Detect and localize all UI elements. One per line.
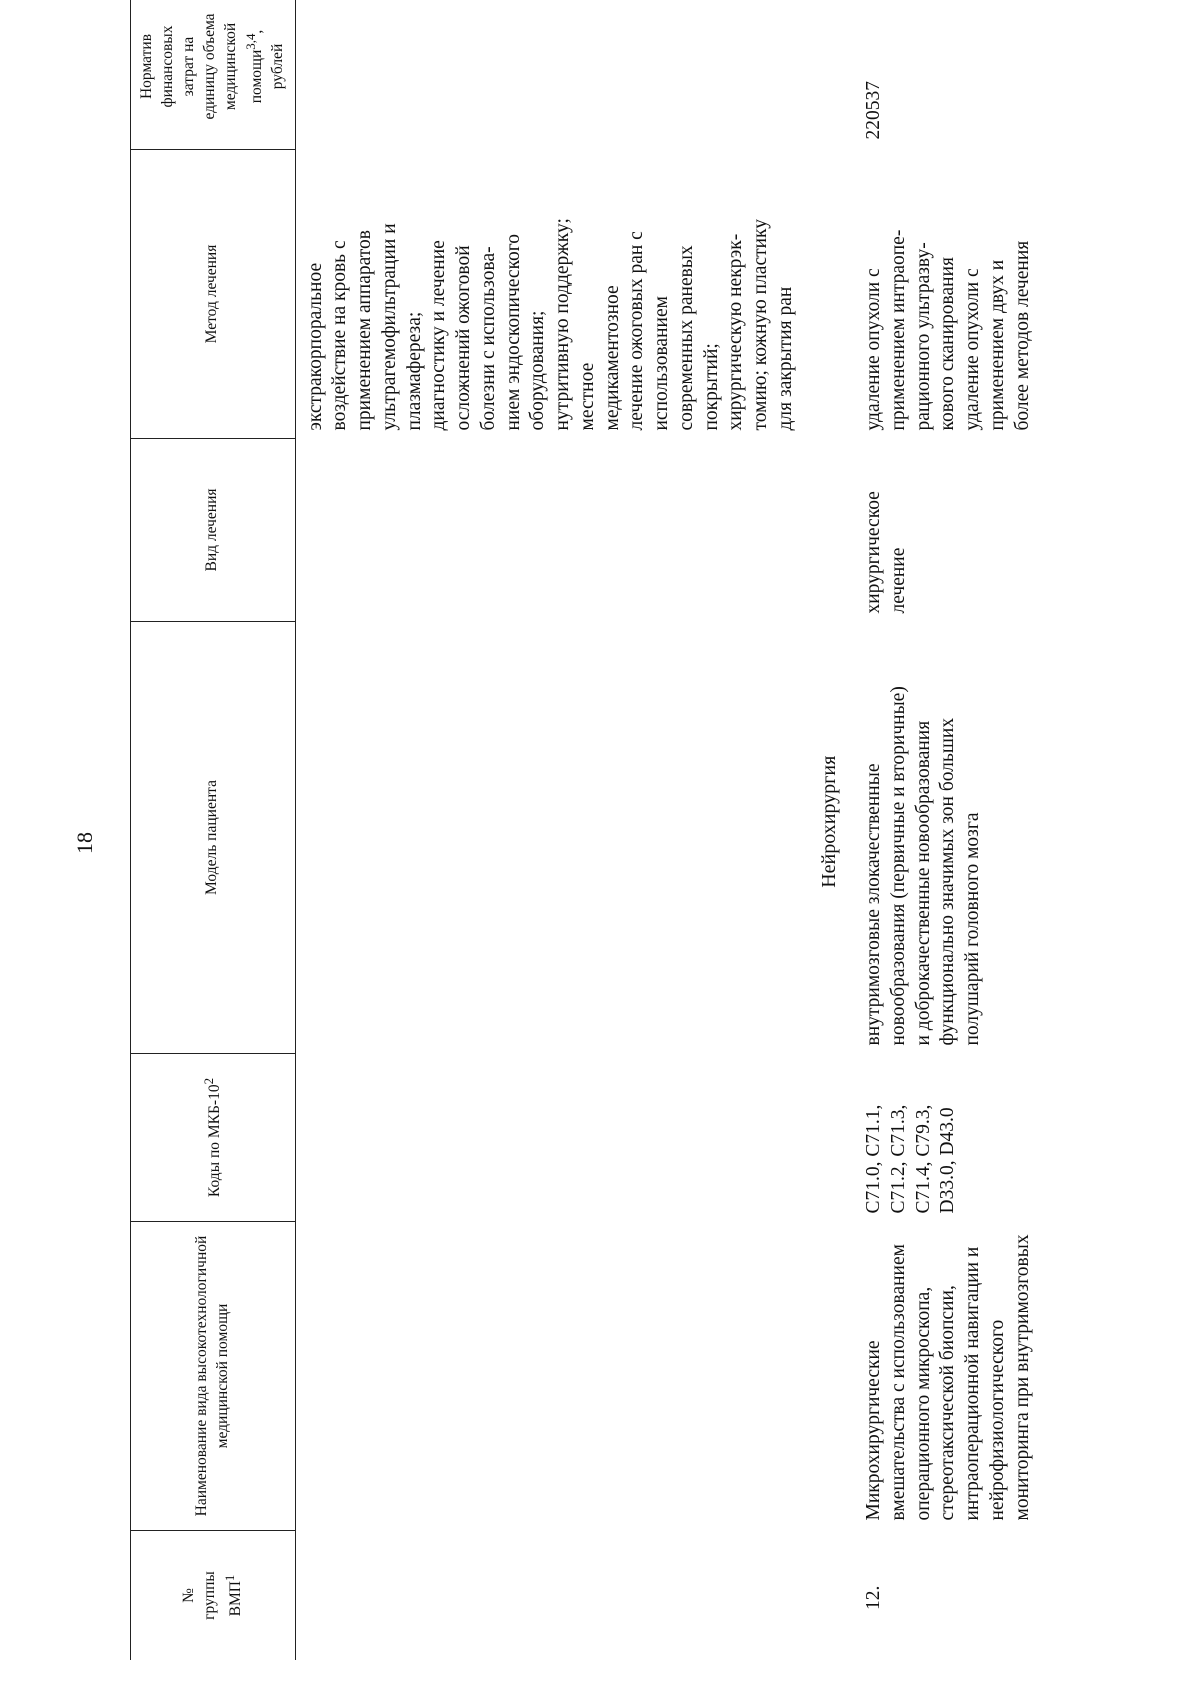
- continued-method-cell: [295, 150, 803, 439]
- text-line: нутритивную поддержку;: [552, 218, 574, 431]
- text-line: и доброкачественные новообразования: [912, 720, 934, 1046]
- text-line: применением двух и: [986, 259, 1008, 431]
- text-line: интраоперационной навигации и: [962, 1246, 983, 1521]
- text-line: C71.2, C71.3,: [887, 1104, 909, 1214]
- table-row: [856, 0, 1039, 1660]
- text-line: кового сканирования: [937, 256, 959, 431]
- header-cost-norm: Норматив финансовых затрат на единицу объема медицинской помощи$^{3,4}$, рублей: [131, 0, 296, 150]
- page-number: 18: [72, 832, 97, 854]
- text-line: удаление опухоли с: [962, 268, 983, 431]
- text-line: Микрохирургические: [863, 1340, 884, 1521]
- text-line: новообразования (первичные и вторичные): [887, 686, 909, 1046]
- text-line: функционально значимых зон больших: [937, 717, 959, 1046]
- text-line: C71.4, C79.3,: [912, 1104, 934, 1214]
- text-line: воздействие на кровь с: [329, 240, 351, 431]
- text-line: стереотаксической биопсии,: [937, 1285, 959, 1521]
- text-line: более методов лечения: [1011, 240, 1033, 431]
- text-line: применением аппаратов: [354, 230, 376, 431]
- text-line: плазмафереза;: [403, 311, 425, 431]
- cost-norm-cell: 220537: [863, 81, 884, 140]
- text-line: покрытий;: [700, 343, 722, 431]
- text-line: для закрытия ран: [774, 286, 796, 431]
- text-line: томию; кожную пластику: [750, 218, 772, 431]
- text-line: лечение ожоговых ран с: [626, 231, 648, 431]
- vmp-name-cell: [856, 1222, 1039, 1531]
- text-line: оборудования;: [527, 310, 549, 431]
- text-line: осложнений ожоговой: [453, 245, 475, 431]
- text-line: D33.0, D43.0: [937, 1107, 959, 1214]
- table-header-row: [131, 0, 296, 1660]
- treatment-method-cell: [856, 150, 1039, 439]
- header-patient-model: Модель пациента: [131, 622, 296, 1054]
- table-row-continuation: [295, 0, 803, 1660]
- text-line: рационного ультразву-: [912, 242, 934, 431]
- text-line: нием эндоскопического: [502, 233, 524, 431]
- text-line: хирургическое: [863, 491, 884, 614]
- text-line: использованием: [651, 296, 673, 431]
- header-vmp-name: Наименование вида высокотехнологичной медицинской помощи: [131, 1222, 296, 1531]
- section-title: Нейрохирургия: [817, 755, 840, 888]
- patient-model-cell: [856, 622, 1039, 1054]
- treatment-type-cell: [856, 439, 1039, 622]
- vmp-table: [130, 0, 1039, 1660]
- text-line: современных раневых: [675, 245, 697, 431]
- text-line: внутримозговые злокачественные: [863, 763, 884, 1046]
- text-line: экстракорпоральное: [304, 262, 326, 431]
- text-line: местное: [576, 362, 598, 431]
- text-line: болезни с использова-: [477, 246, 499, 431]
- text-line: вмешательства с использованием: [887, 1244, 909, 1521]
- text-line: C71.0, C71.1,: [863, 1104, 884, 1214]
- text-line: ультрагемофильтрации и: [378, 223, 400, 431]
- group-number-cell: 12.: [863, 1585, 884, 1610]
- text-line: применением интраопе-: [887, 229, 909, 431]
- text-line: мониторинга при внутримозговых: [1011, 1234, 1033, 1521]
- header-group-number: № группы ВМП$^1$: [131, 1531, 296, 1661]
- header-mkb-codes: Коды по МКБ-$10^2$: [131, 1054, 296, 1222]
- text-line: лечение: [887, 547, 909, 614]
- header-treatment-method: Метод лечения: [131, 150, 296, 439]
- text-line: удаление опухоли с: [863, 268, 884, 431]
- mkb-codes-cell: [856, 1054, 1039, 1222]
- text-line: полушарий головного мозга: [962, 812, 983, 1046]
- section-row: [803, 0, 856, 1660]
- text-line: диагностику и лечение: [428, 240, 450, 431]
- text-line: хирургическую некрэк-: [725, 233, 747, 431]
- header-treatment-type: Вид лечения: [131, 439, 296, 622]
- text-line: операционного микроскопа,: [912, 1286, 934, 1521]
- text-line: медикаментозное: [601, 285, 623, 431]
- text-line: нейрофизиологического: [986, 1319, 1008, 1521]
